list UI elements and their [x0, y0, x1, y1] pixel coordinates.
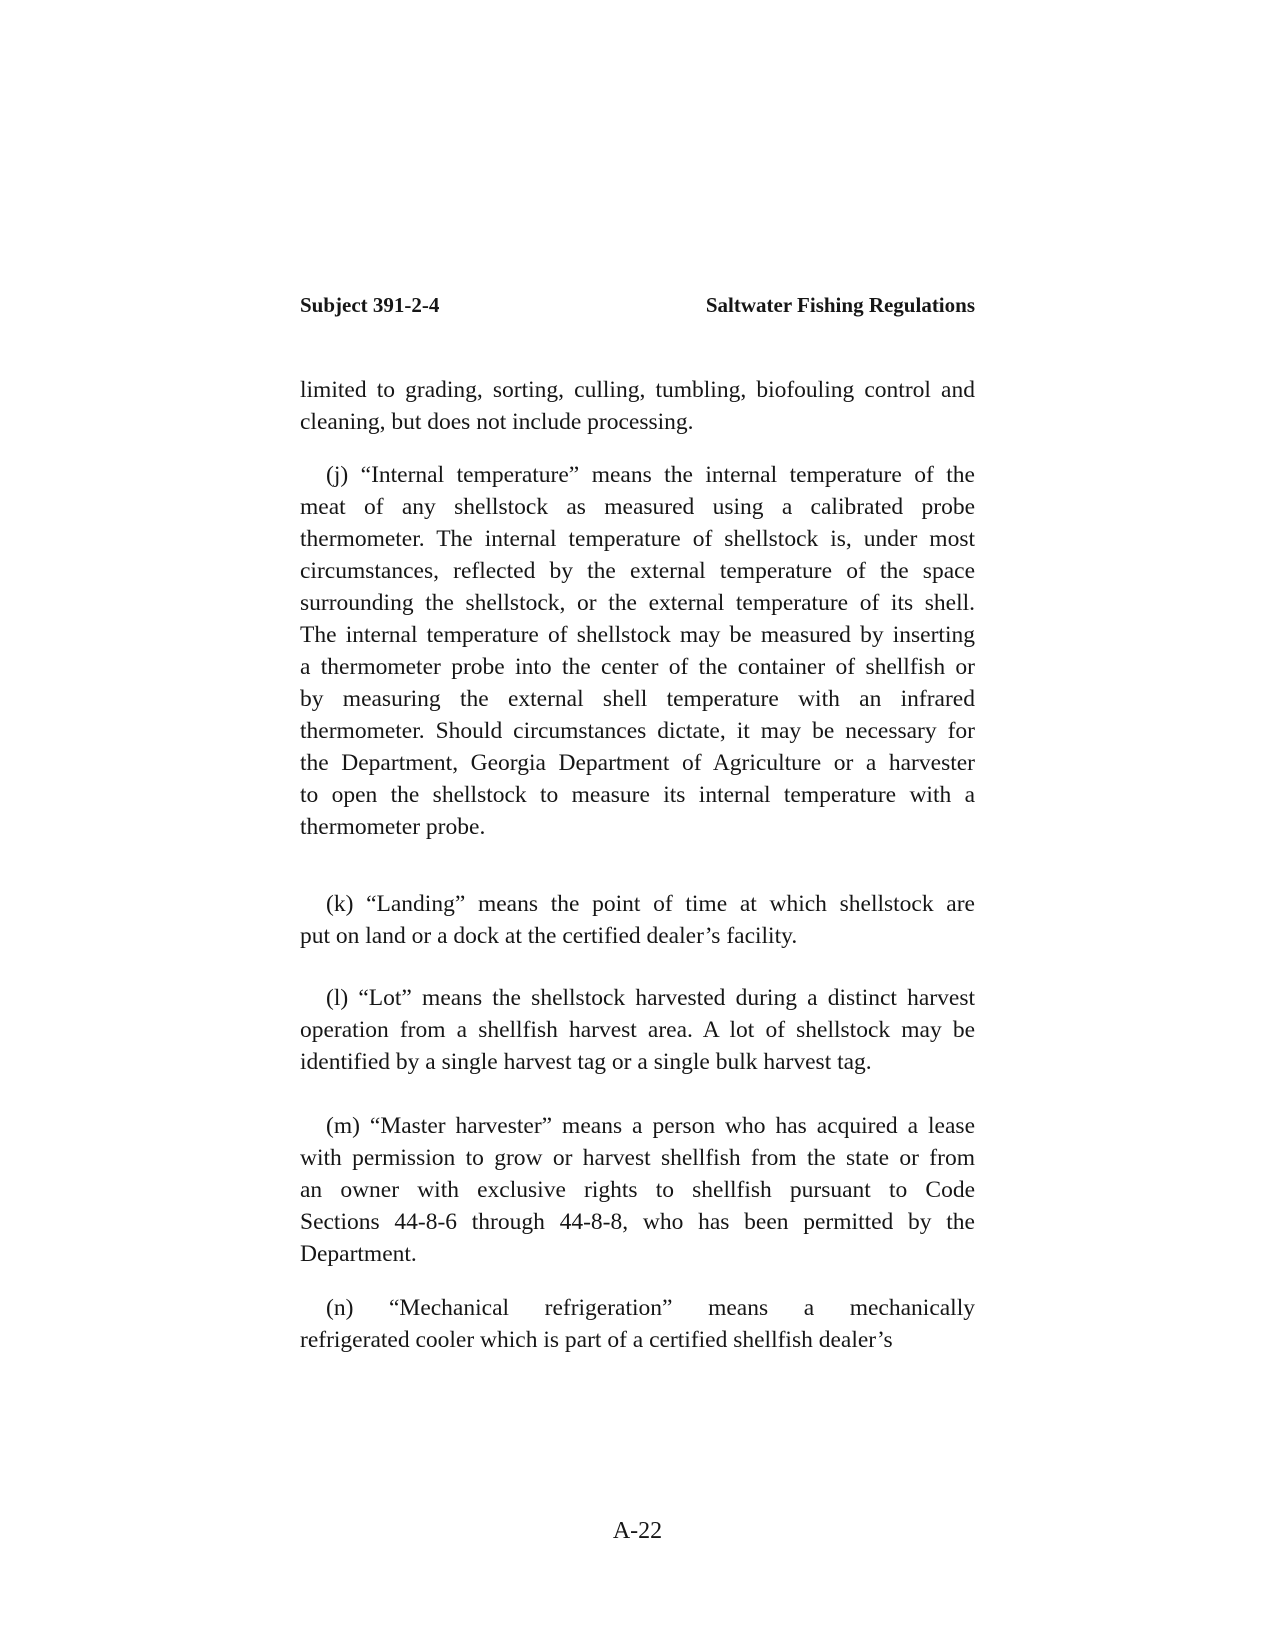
text-line: put on land or a dock at the certified dealer’s facility. — [300, 923, 798, 949]
text-line: identified by a single harvest tag or a single bulk harvest tag. — [300, 1049, 872, 1075]
text-line: (k) “Landing” means the point of time at which shellstock are — [326, 891, 975, 917]
text-line: thermometer. The internal temperature of shellstock is, under most — [300, 526, 975, 552]
text-line: operation from a shellfish harvest area. A lot of shellstock may be — [300, 1017, 975, 1043]
text-line: meat of any shellstock as measured using a calibrated probe — [300, 494, 975, 520]
paragraph — [300, 459, 975, 843]
text-line: thermometer. Should circumstances dictate, it may be necessary for — [300, 718, 975, 744]
text-line: thermometer probe. — [300, 814, 486, 840]
text-line: an owner with exclusive rights to shellfish pursuant to Code — [300, 1177, 975, 1203]
text-line: cleaning, but does not include processing. — [300, 409, 694, 435]
text-line: the Department, Georgia Department of Agriculture or a harvester — [300, 750, 975, 776]
text-line: to open the shellstock to measure its internal temperature with a — [300, 782, 975, 808]
text-line: (m) “Master harvester” means a person who has acquired a lease — [326, 1113, 975, 1139]
text-line: circumstances, reflected by the external temperature of the space — [300, 558, 975, 584]
text-line: Sections 44-8-6 through 44-8-8, who has been permitted by the — [300, 1209, 975, 1235]
document-body — [300, 374, 975, 1356]
paragraph — [300, 982, 975, 1078]
page-footer — [0, 1516, 1275, 1546]
text-line: a thermometer probe into the center of the container of shellfish or — [300, 654, 975, 680]
text-line: with permission to grow or harvest shellfish from the state or from — [300, 1145, 975, 1171]
paragraph — [300, 1110, 975, 1270]
paragraph — [300, 1292, 975, 1356]
text-line: by measuring the external shell temperature with an infrared — [300, 686, 975, 712]
text-line: Department. — [300, 1241, 417, 1267]
page-header — [300, 292, 975, 318]
paragraph — [300, 374, 975, 438]
paragraph — [300, 888, 975, 952]
text-line: (j) “Internal temperature” means the internal temperature of the — [326, 462, 975, 488]
text-line: (l) “Lot” means the shellstock harvested during a distinct harvest — [326, 985, 975, 1011]
header-title: Saltwater Fishing Regulations — [705, 293, 975, 317]
text-line: The internal temperature of shellstock may be measured by inserting — [300, 622, 975, 648]
text-line: refrigerated cooler which is part of a certified shellfish dealer’s — [300, 1327, 893, 1353]
text-line: limited to grading, sorting, culling, tumbling, biofouling control and — [300, 377, 975, 403]
text-line: (n) “Mechanical refrigeration” means a mechanically — [326, 1295, 975, 1321]
page-number: A-22 — [612, 1518, 663, 1544]
header-subject: Subject 391-2-4 — [300, 293, 440, 317]
text-line: surrounding the shellstock, or the external temperature of its shell. — [300, 590, 975, 616]
